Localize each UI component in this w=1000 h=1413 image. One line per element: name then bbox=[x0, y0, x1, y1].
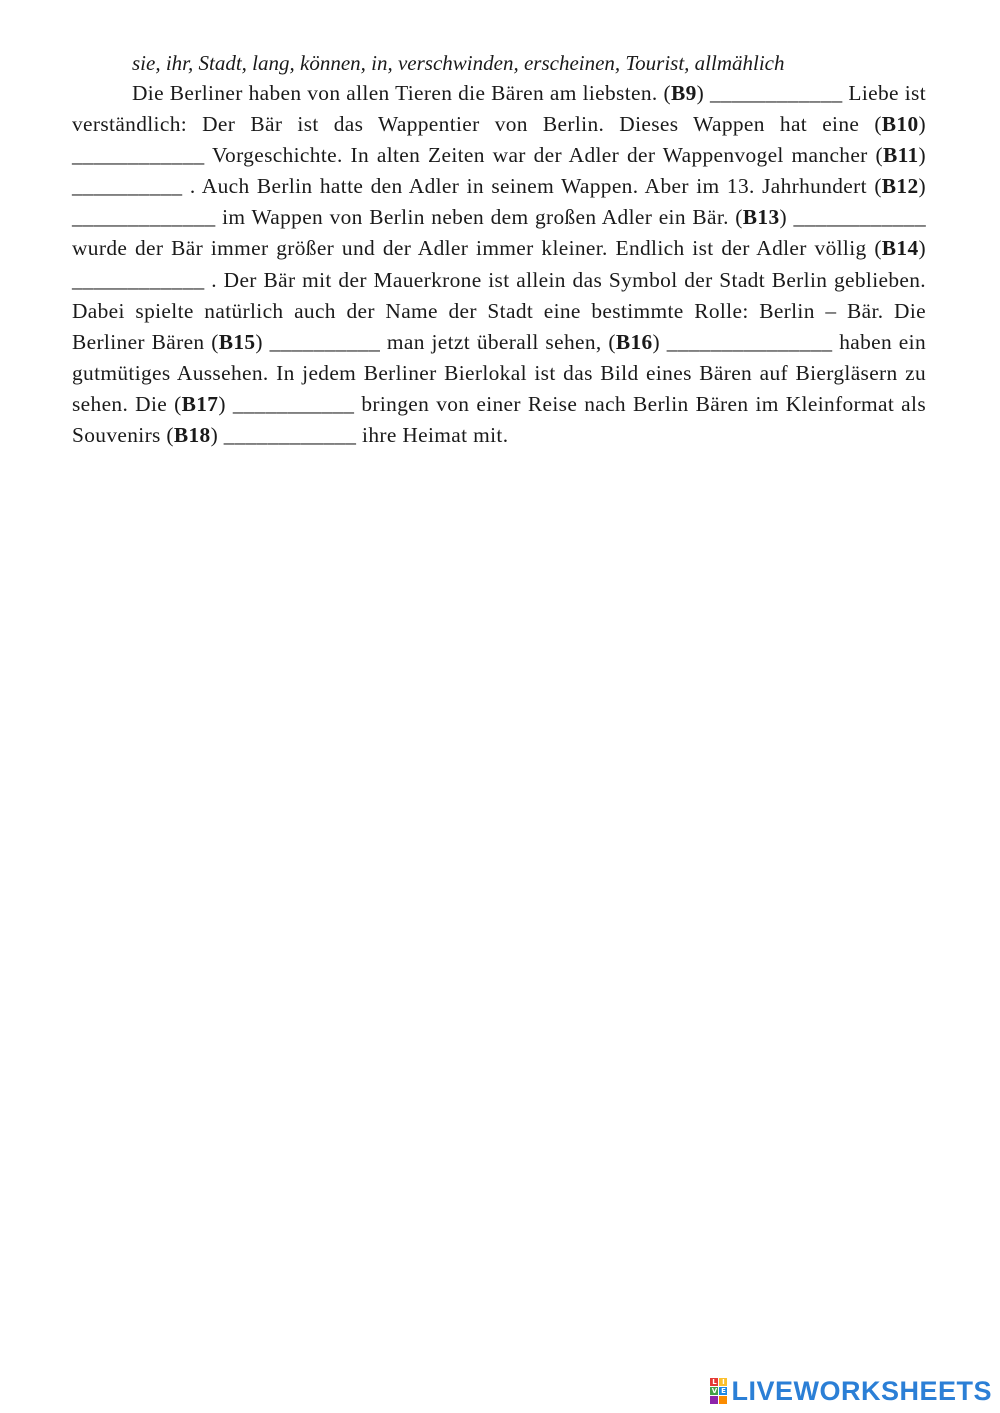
gap-label-b18: B18 bbox=[173, 423, 211, 448]
passage-text: ) _____________ im Wappen von Berlin neben dem großen Adler ein Bär. ( bbox=[72, 174, 926, 230]
passage-text: ) _______________ haben ein gutmütiges Aussehen. In jedem Berliner Bierlokal ist das Bild eines Bären auf Biergläsern zu sehen. Die ( bbox=[72, 329, 926, 416]
passage-text: ) ____________ Liebe ist verständlich: Der Bär ist das Wappentier von Berlin. Dieses Wappen hat eine ( bbox=[72, 81, 926, 137]
word-bank: sie, ihr, Stadt, lang, können, in, verschwinden, erscheinen, Tourist, allmählich bbox=[132, 51, 785, 75]
logo-mark-cell: V bbox=[711, 1387, 718, 1395]
logo-mark-cell bbox=[710, 1396, 718, 1404]
passage-text: ) ___________ bringen von einer Reise nach Berlin Bären im Kleinformat als Souvenirs ( bbox=[72, 391, 926, 448]
gap-label-b9: B9 bbox=[670, 81, 697, 105]
passage-text: ) ____________ wurde der Bär immer größer und der Adler immer kleiner. Endlich ist der Adler völlig ( bbox=[72, 205, 927, 261]
gap-label-b17: B17 bbox=[181, 391, 219, 416]
logo-mark-icon bbox=[710, 1378, 727, 1404]
cloze-passage bbox=[72, 78, 926, 451]
passage-text: ) ____________ Vorgeschichte. In alten Zeiten war der Adler der Wappenvogel mancher ( bbox=[72, 112, 926, 168]
gap-label-b16: B16 bbox=[615, 329, 653, 354]
logo-mark-cell: E bbox=[721, 1387, 726, 1395]
passage-text: ) ____________ ihre Heimat mit. bbox=[210, 423, 509, 448]
passage-text: ) __________ man jetzt überall sehen, ( bbox=[255, 329, 616, 354]
passage-text: ) __________ . Auch Berlin hatte den Adler in seinem Wappen. Aber im 13. Jahrhundert ( bbox=[72, 143, 926, 199]
logo-mark-cell: I bbox=[719, 1378, 727, 1386]
logo-mark-cell bbox=[719, 1396, 727, 1404]
logo-text: LIVEWORKSHEETS bbox=[731, 1375, 992, 1406]
gap-label-b15: B15 bbox=[218, 329, 256, 354]
gap-label-b11: B11 bbox=[882, 143, 919, 168]
liveworksheets-logo bbox=[710, 1373, 992, 1409]
logo-mark-cell: L bbox=[712, 1378, 717, 1386]
passage-text: Die Berliner haben von allen Tieren die Bären am liebsten. ( bbox=[132, 81, 671, 105]
passage-text: ) ____________ . Der Bär mit der Mauerkrone ist allein das Symbol der Stadt Berlin geblieben. Dabei spielte natürlich auch der Name der Stadt eine bestimmte Rolle: Berlin – Bär. Die Berliner Bären ( bbox=[72, 236, 926, 354]
gap-label-b14: B14 bbox=[881, 236, 919, 261]
gap-label-b12: B12 bbox=[881, 174, 919, 199]
gap-label-b13: B13 bbox=[742, 205, 780, 230]
gap-label-b10: B10 bbox=[881, 112, 919, 137]
